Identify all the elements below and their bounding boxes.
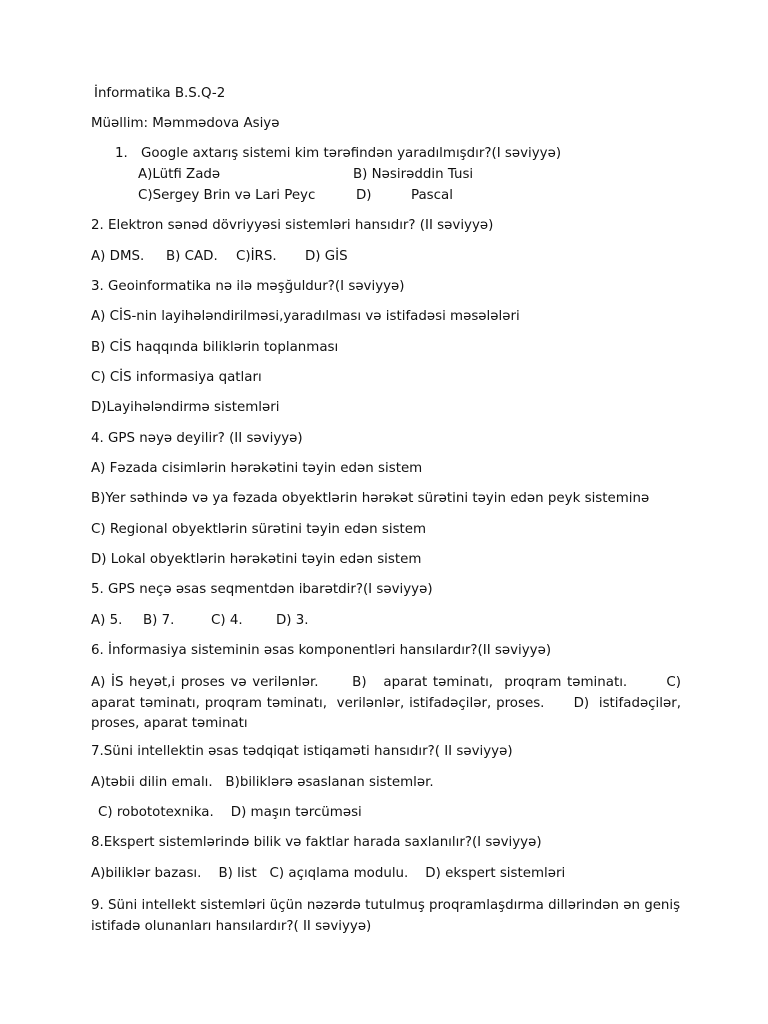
question-1-option-b: B) Nəsirəddin Tusi bbox=[353, 167, 474, 182]
question-1-option-c: C)Sergey Brin və Lari Peyc bbox=[138, 188, 316, 203]
question-1-option-d-text: Pascal bbox=[411, 188, 453, 203]
question-1-text: Google axtarış sistemi kim tərəfindən yaradılmışdır?(I səviyyə) bbox=[141, 146, 562, 161]
question-3-option-d: D)Layihələndirmə sistemləri bbox=[91, 400, 280, 415]
question-5-option-b: B) 7. bbox=[143, 613, 175, 628]
question-2-option-d: D) GİS bbox=[305, 249, 348, 264]
question-7-options-cd: C) robototexnika. D) maşın tərcüməsi bbox=[98, 805, 362, 820]
question-4-option-d: D) Lokal obyektlərin hərəkətini təyin edən sistem bbox=[91, 552, 422, 567]
question-5-text: 5. GPS neçə əsas seqmentdən ibarətdir?(I səviyyə) bbox=[91, 582, 433, 597]
question-1-option-a: A)Lütfi Zadə bbox=[138, 167, 221, 182]
question-5-option-a: A) 5. bbox=[91, 613, 123, 628]
question-3-option-c: C) CİS informasiya qatları bbox=[91, 370, 262, 385]
question-7-options-ab: A)təbii dilin emalı. B)biliklərə əsaslanan sistemlər. bbox=[91, 775, 434, 790]
question-4-option-c: C) Regional obyektlərin sürətini təyin edən sistem bbox=[91, 522, 427, 537]
question-5-option-d: D) 3. bbox=[276, 613, 309, 628]
question-3-text: 3. Geoinformatika nə ilə məşğuldur?(I səviyyə) bbox=[91, 279, 405, 294]
document-title: İnformatika B.S.Q-2 bbox=[94, 86, 226, 101]
question-1-number: 1. bbox=[115, 146, 128, 161]
question-2-option-c: C)İRS. bbox=[236, 249, 277, 264]
question-1 bbox=[115, 146, 561, 161]
question-5-option-c: C) 4. bbox=[211, 613, 243, 628]
question-7-text: 7.Süni intellektin əsas tədqiqat istiqaməti hansıdır?( II səviyyə) bbox=[91, 744, 513, 759]
question-1-option-d-label: D) bbox=[356, 188, 372, 203]
question-3-option-b: B) CİS haqqında biliklərin toplanması bbox=[91, 340, 339, 355]
question-9-text: 9. Süni intellekt sistemləri üçün nəzərdə tutulmuş proqramlaşdırma dillərindən ən geniş istifadə olunanları hansılardır?( II səviyyə) bbox=[91, 898, 681, 934]
question-4-text: 4. GPS nəyə deyilir? (II səviyyə) bbox=[91, 431, 303, 446]
question-8-answers: A)biliklər bazası. B) list C) açıqlama modulu. D) ekspert sistemləri bbox=[91, 866, 566, 881]
question-4-option-a: A) Fəzada cisimlərin hərəkətini təyin edən sistem bbox=[91, 461, 423, 476]
question-6-text: 6. İnformasiya sisteminin əsas komponentləri hansılardır?(II səviyyə) bbox=[91, 643, 552, 658]
question-2-option-b: B) CAD. bbox=[166, 249, 218, 264]
question-3-option-a: A) CİS-nin layihələndirilməsi,yaradılması və istifadəsi məsələləri bbox=[91, 309, 520, 324]
question-2-text: 2. Elektron sənəd dövriyyəsi sistemləri hansıdır? (II səviyyə) bbox=[91, 218, 494, 233]
question-4-option-b: B)Yer səthində və ya fəzada obyektlərin hərəkət sürətini təyin edən peyk sisteminə bbox=[91, 491, 650, 506]
question-6-answers: A) İS heyət,i proses və verilənlər. B) aparat təminatı, proqram təminatı. C) aparat təminatı, proqram təminatı, verilənlər, istifadəçilər, proses. D) istifadəçilər, proses, aparat təminatı bbox=[91, 675, 690, 731]
teacher-name: Müəllim: Məmmədova Asiyə bbox=[91, 116, 280, 131]
question-2-option-a: A) DMS. bbox=[91, 249, 145, 264]
question-8-text: 8.Ekspert sistemlərində bilik və faktlar harada saxlanılır?(I səviyyə) bbox=[91, 835, 542, 850]
